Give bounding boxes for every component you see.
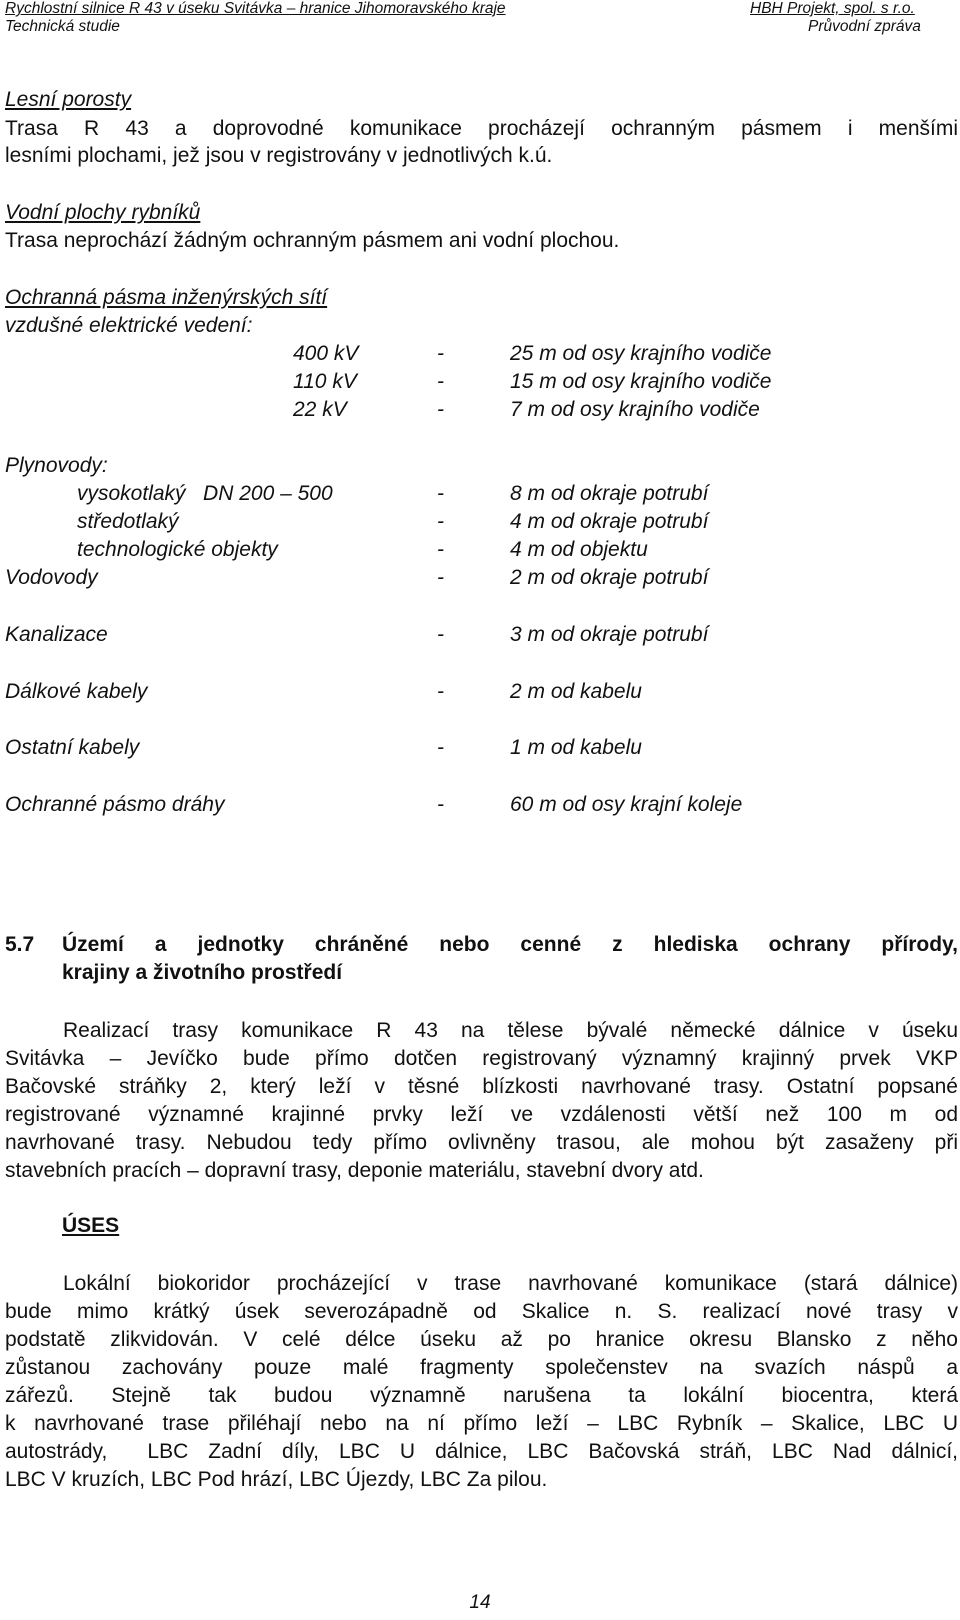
other-row-dash: - bbox=[437, 623, 444, 646]
para2-line: podstatě zlikvidován. V celé délce úseku až po hranice okresu Blansko z něho bbox=[5, 1328, 958, 1351]
gas-heading: Plynovody: bbox=[5, 454, 108, 477]
gas-row-dash: - bbox=[437, 538, 444, 561]
gas-row-value: 4 m od okraje potrubí bbox=[510, 510, 709, 533]
power-row-label: 110 kV bbox=[293, 370, 357, 393]
water-line: Trasa neprochází žádným ochranným pásmem ani vodní plochou. bbox=[5, 229, 620, 252]
other-row-value: 2 m od okraje potrubí bbox=[510, 566, 709, 589]
other-row-label: Kanalizace bbox=[5, 623, 108, 646]
para2-line: k navrhované trase přiléhají nebo na ní přímo leží – LBC Rybník – Skalice, LBC U bbox=[5, 1412, 958, 1435]
gas-row-value: 8 m od okraje potrubí bbox=[510, 482, 709, 505]
other-row-label: Dálkové kabely bbox=[5, 680, 148, 703]
gas-row-label: středotlaký bbox=[77, 510, 179, 533]
utilities-heading: Ochranná pásma inženýrských sítí bbox=[5, 286, 328, 309]
power-row-dash: - bbox=[437, 398, 444, 421]
uses-heading: ÚSES bbox=[62, 1214, 120, 1237]
para1-line: registrované významné krajinné prvky leží ve vzdálenosti větší než 100 m od bbox=[5, 1103, 958, 1126]
forest-line-2: lesními plochami, jež jsou v registrovány v jednotlivých k.ú. bbox=[5, 144, 553, 167]
para2-line: Lokální biokoridor procházející v trase navrhované komunikace (stará dálnice) bbox=[63, 1272, 958, 1295]
header-document-title: Rychlostní silnice R 43 v úseku Svitávka – hranice Jihomoravského kraje bbox=[5, 0, 506, 17]
power-row-dash: - bbox=[437, 342, 444, 365]
power-row-value: 7 m od osy krajního vodiče bbox=[510, 398, 760, 421]
water-heading: Vodní plochy rybníků bbox=[5, 201, 201, 224]
section-number: 5.7 bbox=[5, 933, 35, 956]
other-row-value: 3 m od okraje potrubí bbox=[510, 623, 709, 646]
section-title-line-2: krajiny a životního prostředí bbox=[62, 961, 343, 984]
section-title-line-1: Území a jednotky chráněné nebo cenné z hlediska ochrany přírody, bbox=[62, 933, 958, 956]
power-row-label: 400 kV bbox=[293, 342, 359, 365]
other-row-dash: - bbox=[437, 793, 444, 816]
power-row-value: 25 m od osy krajního vodiče bbox=[510, 342, 772, 365]
power-row-label: 22 kV bbox=[293, 398, 347, 421]
other-row-dash: - bbox=[437, 566, 444, 589]
para1-line: navrhované trasy. Nebudou tedy přímo ovlivněny trasou, ale mohou být zasaženy při bbox=[5, 1131, 958, 1154]
other-row-label: Vodovody bbox=[5, 566, 98, 589]
power-row-value: 15 m od osy krajního vodiče bbox=[510, 370, 772, 393]
header-document-type: Technická studie bbox=[5, 18, 120, 35]
forest-line-1: Trasa R 43 a doprovodné komunikace procházejí ochranným pásmem i menšími bbox=[5, 117, 958, 140]
gas-row-label: technologické objekty bbox=[77, 538, 278, 561]
para2-line: autostrády, LBC Zadní díly, LBC U dálnice, LBC Bačovská stráň, LBC Nad dálnicí, bbox=[5, 1440, 958, 1463]
other-row-value: 2 m od kabelu bbox=[510, 680, 642, 703]
other-row-value: 1 m od kabelu bbox=[510, 736, 642, 759]
para2-line: zářezů. Stejně tak budou významně narušena ta lokální biocentra, která bbox=[5, 1384, 958, 1407]
other-row-value: 60 m od osy krajní koleje bbox=[510, 793, 743, 816]
gas-row-label: vysokotlaký DN 200 – 500 bbox=[77, 482, 333, 505]
para1-line: stavebních pracích – dopravní trasy, deponie materiálu, stavební dvory atd. bbox=[5, 1159, 704, 1182]
gas-row-dash: - bbox=[437, 510, 444, 533]
other-row-dash: - bbox=[437, 736, 444, 759]
para2-line: bude mimo krátký úsek severozápadně od Skalice n. S. realizací nové trasy v bbox=[5, 1300, 958, 1323]
forest-heading: Lesní porosty bbox=[5, 88, 132, 111]
other-row-dash: - bbox=[437, 680, 444, 703]
page-number: 14 bbox=[469, 1592, 491, 1613]
other-row-label: Ostatní kabely bbox=[5, 736, 140, 759]
utilities-power-subheading: vzdušné elektrické vedení: bbox=[5, 314, 253, 337]
para1-line: Bačovské stráňky 2, který leží v těsné blízkosti navrhované trasy. Ostatní popsané bbox=[5, 1075, 958, 1098]
para2-line: zůstanou zachovány pouze malé fragmenty společenstev na svazích náspů a bbox=[5, 1356, 958, 1379]
power-row-dash: - bbox=[437, 370, 444, 393]
gas-row-value: 4 m od objektu bbox=[510, 538, 648, 561]
header-report-name: Průvodní zpráva bbox=[808, 18, 921, 35]
header-company: HBH Projekt, spol. s r.o. bbox=[750, 0, 915, 17]
gas-row-dash: - bbox=[437, 482, 444, 505]
other-row-label: Ochranné pásmo dráhy bbox=[5, 793, 225, 816]
para2-line: LBC V kruzích, LBC Pod hrází, LBC Újezdy, LBC Za pilou. bbox=[5, 1468, 548, 1491]
para1-line: Realizací trasy komunikace R 43 na tělese bývalé německé dálnice v úseku bbox=[63, 1019, 958, 1042]
para1-line: Svitávka – Jevíčko bude přímo dotčen registrovaný významný krajinný prvek VKP bbox=[5, 1047, 958, 1070]
